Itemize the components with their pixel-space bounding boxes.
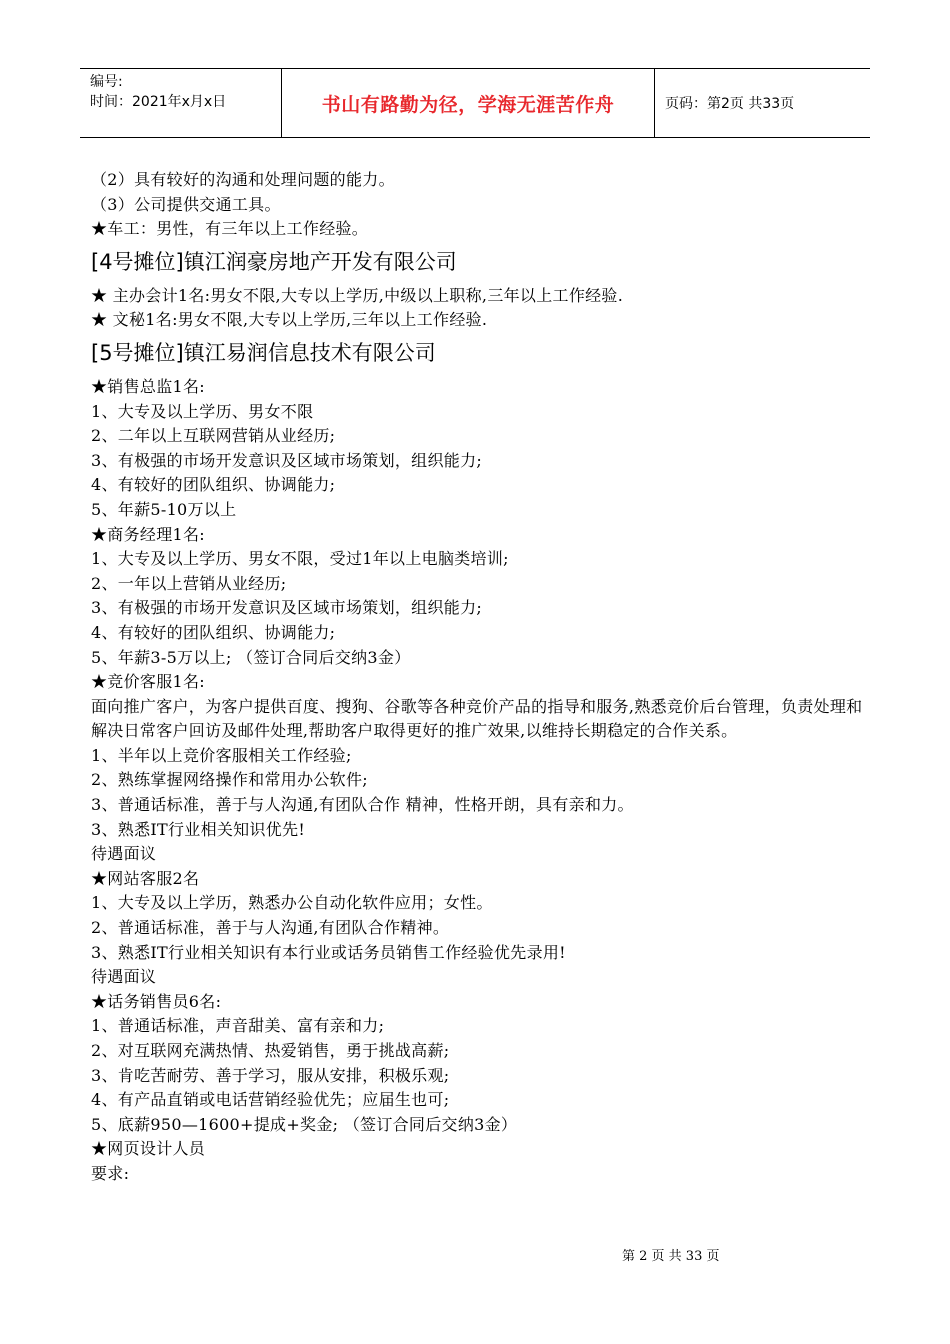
page-header <box>80 68 870 138</box>
text-line: ★话务销售员6名: <box>91 991 222 1011</box>
text-line: 1、大专及以上学历、男女不限 <box>91 401 314 421</box>
text-line: 2、熟练掌握网络操作和常用办公软件; <box>91 770 368 790</box>
text-line: 2、普通话标准，善于与人沟通,有团队合作精神。 <box>91 918 450 938</box>
header-motto: 书山有路勤为径，学海无涯苦作舟 <box>282 69 655 137</box>
text-line: ★网站客服2名 <box>91 868 200 888</box>
text-line: 3、有极强的市场开发意识及区域市场策划，组织能力; <box>91 450 483 470</box>
page-footer: 第 2 页 共 33 页 <box>622 1249 720 1264</box>
text-line: 4、有产品直销或电话营销经验优先；应届生也可; <box>91 1090 450 1110</box>
text-line: 3、熟悉IT行业相关知识优先! <box>91 819 306 839</box>
text-line: ★车工：男性，有三年以上工作经验。 <box>91 219 369 239</box>
header-meta-cell <box>80 69 282 137</box>
text-line: 5、底薪950—1600+提成+奖金; （签订合同后交纳3金） <box>91 1114 518 1134</box>
text-line: 5、年薪3-5万以上; （签订合同后交纳3金） <box>91 647 411 667</box>
text-line: 待遇面议 <box>91 844 157 864</box>
text-line: 4、有较好的团队组织、协调能力; <box>91 622 336 642</box>
text-line: 2、一年以上营销从业经历; <box>91 573 287 593</box>
text-line: ★销售总监1名: <box>91 376 205 396</box>
text-line: （2）具有较好的沟通和处理问题的能力。 <box>91 170 395 189</box>
text-line: ★商务经理1名: <box>91 524 205 544</box>
text-line: 3、有极强的市场开发意识及区域市场策划，组织能力; <box>91 598 483 618</box>
text-line: 1、大专及以上学历，熟悉办公自动化软件应用；女性。 <box>91 893 493 913</box>
text-line: ★ 主办会计1名:男女不限,大专以上学历,中级以上职称,三年以上工作经验. <box>91 285 624 305</box>
text-line: ★ 文秘1名:男女不限,大专以上学历,三年以上工作经验. <box>91 310 488 330</box>
text-line: 1、半年以上竞价客服相关工作经验; <box>91 745 352 765</box>
text-line: 3、熟悉IT行业相关知识有本行业或话务员销售工作经验优先录用! <box>91 942 566 962</box>
document-date-label: 时间：2021年x月x日 <box>90 94 227 110</box>
section-heading: [4号摊位]镇江润豪房地产开发有限公司 <box>91 249 457 274</box>
header-page-info: 页码：第2页 共33页 <box>665 96 795 112</box>
text-line: （3）公司提供交通工具。 <box>91 194 281 214</box>
text-line: 2、对互联网充满热情、热爱销售，勇于挑战高薪; <box>91 1041 450 1060</box>
text-line: 要求: <box>91 1163 130 1183</box>
text-line: 3、肯吃苦耐劳、善于学习，服从安排，积极乐观; <box>91 1065 450 1085</box>
section-heading: [5号摊位]镇江易润信息技术有限公司 <box>91 340 436 365</box>
text-line: 1、普通话标准，声音甜美、富有亲和力; <box>91 1016 385 1036</box>
text-line: 3、普通话标准，善于与人沟通,有团队合作 精神，性格开朗，具有亲和力。 <box>91 795 634 815</box>
text-line: 4、有较好的团队组织、协调能力; <box>91 475 336 495</box>
text-line: 待遇面议 <box>91 967 157 987</box>
text-line: 2、二年以上互联网营销从业经历; <box>91 426 336 446</box>
document-body <box>91 168 866 1187</box>
text-line: 1、大专及以上学历、男女不限，受过1年以上电脑类培训; <box>91 549 509 569</box>
paragraph: 面向推广客户，为客户提供百度、搜狗、谷歌等各种竞价产品的指导和服务,熟悉竞价后台管理，负责处理和解决日常客户回访及邮件处理,帮助客户取得更好的推广效果,以维持长期稳定的合作关系。 <box>91 696 863 741</box>
text-line: ★竞价客服1名: <box>91 672 205 692</box>
text-line: ★网页设计人员 <box>91 1139 206 1159</box>
document-number-label: 编号: <box>90 74 123 90</box>
text-line: 5、年薪5-10万以上 <box>91 499 237 519</box>
